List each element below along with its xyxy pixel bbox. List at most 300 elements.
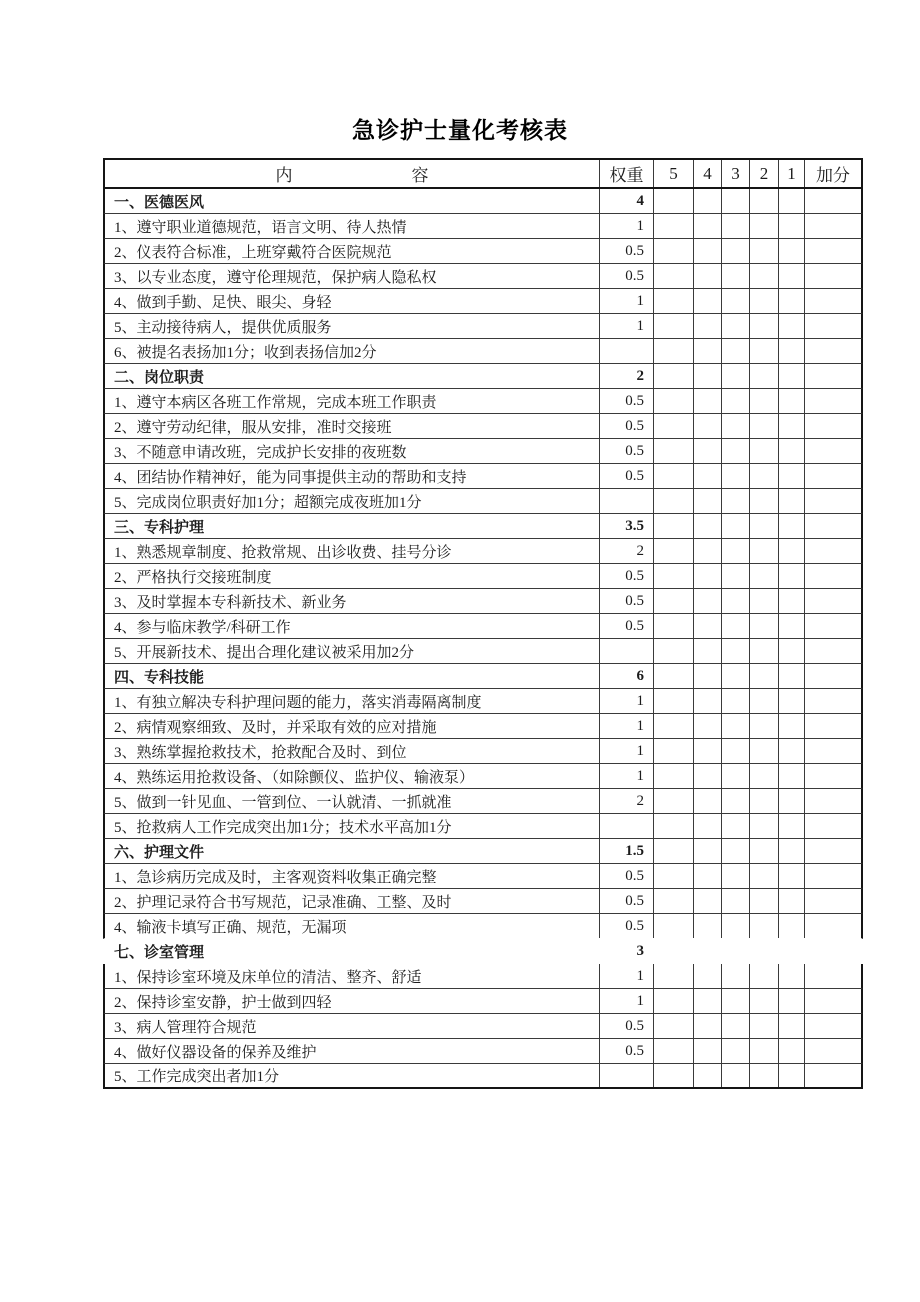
score-cell [722, 464, 750, 488]
score-cell [779, 714, 805, 738]
row-label: 三、专科护理 [105, 514, 600, 538]
bonus-cell [805, 314, 861, 338]
score-cell [750, 1039, 779, 1063]
score-cell [750, 339, 779, 363]
bonus-cell [805, 239, 861, 263]
score-cell [722, 1039, 750, 1063]
score-cell [694, 1014, 722, 1038]
score-cell [750, 414, 779, 438]
row-label: 2、病情观察细致、及时，并采取有效的应对措施 [105, 714, 600, 738]
score-cell [654, 964, 694, 988]
table-row [103, 689, 863, 714]
bonus-cell [805, 1014, 861, 1038]
score-cell [654, 614, 694, 638]
bonus-cell [805, 964, 861, 988]
score-cell [750, 989, 779, 1013]
table-row [103, 764, 863, 789]
score-cell [750, 1014, 779, 1038]
score-cell [654, 1014, 694, 1038]
row-weight: 1 [600, 764, 654, 788]
score-cell [750, 789, 779, 813]
score-cell [694, 914, 722, 938]
row-weight: 1 [600, 289, 654, 313]
score-cell [654, 989, 694, 1013]
score-cell [750, 189, 779, 213]
score-cell [654, 889, 694, 913]
row-weight: 3.5 [600, 514, 654, 538]
score-cell [694, 839, 722, 863]
table-row [103, 939, 863, 964]
score-cell [654, 314, 694, 338]
row-label: 二、岗位职责 [105, 364, 600, 388]
score-cell [722, 914, 750, 938]
score-cell [779, 1064, 805, 1087]
table-row [103, 339, 863, 364]
score-cell [722, 514, 750, 538]
score-cell [654, 439, 694, 463]
row-weight: 4 [600, 189, 654, 213]
score-cell [694, 864, 722, 888]
header-content-cell: 内 容 [105, 160, 600, 187]
score-cell [654, 664, 694, 688]
score-cell [694, 814, 722, 838]
score-cell [694, 964, 722, 988]
table-row [103, 414, 863, 439]
score-cell [750, 364, 779, 388]
score-cell [750, 264, 779, 288]
score-cell [722, 589, 750, 613]
score-cell [694, 939, 722, 963]
row-label: 1、遵守职业道德规范，语言文明、待人热情 [105, 214, 600, 238]
table-row [103, 589, 863, 614]
table-row [103, 1064, 863, 1089]
score-cell [779, 739, 805, 763]
score-cell [750, 889, 779, 913]
score-cell [654, 814, 694, 838]
page-title: 急诊护士量化考核表 [352, 117, 568, 143]
score-cell [694, 414, 722, 438]
score-cell [654, 689, 694, 713]
table-row [103, 964, 863, 989]
score-cell [779, 464, 805, 488]
bonus-cell [805, 764, 861, 788]
score-cell [722, 739, 750, 763]
score-cell [779, 289, 805, 313]
row-weight: 1 [600, 989, 654, 1013]
score-cell [694, 1039, 722, 1063]
score-cell [779, 364, 805, 388]
score-cell [750, 1064, 779, 1087]
bonus-cell [805, 339, 861, 363]
table-row [103, 464, 863, 489]
score-cell [694, 189, 722, 213]
row-label: 3、以专业态度，遵守伦理规范，保护病人隐私权 [105, 264, 600, 288]
table-row [103, 889, 863, 914]
row-label: 2、遵守劳动纪律，服从安排，准时交接班 [105, 414, 600, 438]
table-row [103, 214, 863, 239]
score-cell [722, 1014, 750, 1038]
row-weight: 2 [600, 789, 654, 813]
score-cell [722, 564, 750, 588]
row-label: 4、做好仪器设备的保养及维护 [105, 1039, 600, 1063]
row-weight: 6 [600, 664, 654, 688]
bonus-cell [805, 214, 861, 238]
score-cell [779, 614, 805, 638]
score-cell [654, 564, 694, 588]
score-cell [722, 864, 750, 888]
score-cell [750, 314, 779, 338]
score-cell [694, 289, 722, 313]
score-cell [722, 214, 750, 238]
score-cell [779, 1014, 805, 1038]
table-row [103, 914, 863, 939]
score-cell [779, 914, 805, 938]
row-weight: 1 [600, 739, 654, 763]
row-label: 5、抢救病人工作完成突出加1分；技术水平高加1分 [105, 814, 600, 838]
row-weight: 1.5 [600, 839, 654, 863]
score-cell [694, 739, 722, 763]
score-cell [779, 814, 805, 838]
score-cell [694, 514, 722, 538]
bonus-cell [805, 1064, 861, 1087]
score-cell [750, 714, 779, 738]
row-label: 1、遵守本病区各班工作常规，完成本班工作职责 [105, 389, 600, 413]
score-cell [694, 689, 722, 713]
bonus-cell [805, 789, 861, 813]
table-row [103, 639, 863, 664]
score-cell [779, 764, 805, 788]
row-weight: 0.5 [600, 464, 654, 488]
score-cell [779, 389, 805, 413]
bonus-cell [805, 389, 861, 413]
score-cell [694, 564, 722, 588]
row-label: 6、被提名表扬加1分；收到表扬信加2分 [105, 339, 600, 363]
score-cell [694, 664, 722, 688]
score-cell [722, 364, 750, 388]
row-weight: 0.5 [600, 589, 654, 613]
score-cell [654, 514, 694, 538]
score-cell [654, 914, 694, 938]
score-cell [722, 389, 750, 413]
score-cell [654, 764, 694, 788]
score-cell [750, 664, 779, 688]
bonus-cell [805, 514, 861, 538]
score-cell [779, 939, 805, 963]
score-cell [654, 1064, 694, 1087]
row-weight: 1 [600, 314, 654, 338]
header-score-cell-1: 1 [779, 160, 805, 187]
table-row [103, 614, 863, 639]
score-cell [654, 1039, 694, 1063]
score-cell [694, 314, 722, 338]
row-weight: 1 [600, 964, 654, 988]
bonus-cell [805, 364, 861, 388]
score-cell [722, 689, 750, 713]
bonus-cell [805, 289, 861, 313]
bonus-cell [805, 489, 861, 513]
score-cell [722, 714, 750, 738]
bonus-cell [805, 689, 861, 713]
row-label: 3、病人管理符合规范 [105, 1014, 600, 1038]
header-score-cell-4: 4 [694, 160, 722, 187]
table-row [103, 664, 863, 689]
score-cell [654, 939, 694, 963]
score-cell [654, 839, 694, 863]
score-cell [722, 339, 750, 363]
row-weight: 0.5 [600, 264, 654, 288]
header-score-cell-2: 2 [750, 160, 779, 187]
score-cell [750, 864, 779, 888]
row-label: 4、参与临床教学/科研工作 [105, 614, 600, 638]
score-cell [654, 239, 694, 263]
bonus-cell [805, 589, 861, 613]
table-row [103, 264, 863, 289]
row-label: 1、急诊病历完成及时，主客观资料收集正确完整 [105, 864, 600, 888]
score-cell [779, 539, 805, 563]
score-cell [654, 489, 694, 513]
row-weight: 1 [600, 689, 654, 713]
bonus-cell [805, 914, 861, 938]
score-cell [779, 264, 805, 288]
bonus-cell [805, 839, 861, 863]
score-cell [694, 789, 722, 813]
score-cell [654, 464, 694, 488]
score-cell [654, 364, 694, 388]
table-row [103, 539, 863, 564]
row-weight [600, 1064, 654, 1087]
score-cell [694, 364, 722, 388]
score-cell [779, 189, 805, 213]
score-cell [750, 739, 779, 763]
score-cell [654, 714, 694, 738]
row-weight: 0.5 [600, 239, 654, 263]
score-cell [694, 714, 722, 738]
table-row [103, 739, 863, 764]
bonus-cell [805, 1039, 861, 1063]
score-cell [722, 989, 750, 1013]
table-row [103, 814, 863, 839]
table-row [103, 489, 863, 514]
score-cell [694, 639, 722, 663]
table-row [103, 864, 863, 889]
score-cell [779, 1039, 805, 1063]
score-cell [722, 839, 750, 863]
row-label: 一、医德医风 [105, 189, 600, 213]
bonus-cell [805, 814, 861, 838]
score-cell [779, 639, 805, 663]
row-weight: 0.5 [600, 389, 654, 413]
score-cell [654, 539, 694, 563]
row-label: 3、不随意申请改班，完成护长安排的夜班数 [105, 439, 600, 463]
score-cell [694, 239, 722, 263]
bonus-cell [805, 439, 861, 463]
score-cell [694, 389, 722, 413]
score-cell [750, 589, 779, 613]
bonus-cell [805, 539, 861, 563]
bonus-cell [805, 564, 861, 588]
score-cell [722, 289, 750, 313]
score-cell [722, 814, 750, 838]
row-weight: 0.5 [600, 1039, 654, 1063]
score-cell [722, 264, 750, 288]
score-cell [750, 489, 779, 513]
score-cell [750, 389, 779, 413]
score-cell [779, 789, 805, 813]
score-cell [779, 439, 805, 463]
table-row [103, 364, 863, 389]
bonus-cell [805, 864, 861, 888]
bonus-cell [805, 264, 861, 288]
row-weight: 1 [600, 214, 654, 238]
score-cell [654, 739, 694, 763]
row-weight: 0.5 [600, 414, 654, 438]
score-cell [779, 514, 805, 538]
bonus-cell [805, 739, 861, 763]
score-cell [722, 1064, 750, 1087]
score-cell [779, 689, 805, 713]
bonus-cell [805, 714, 861, 738]
bonus-cell [805, 464, 861, 488]
score-cell [750, 564, 779, 588]
score-cell [694, 439, 722, 463]
score-cell [750, 764, 779, 788]
table-row [103, 564, 863, 589]
bonus-cell [805, 889, 861, 913]
row-weight [600, 639, 654, 663]
row-weight: 1 [600, 714, 654, 738]
score-cell [750, 639, 779, 663]
table-row [103, 989, 863, 1014]
score-cell [654, 639, 694, 663]
row-label: 1、熟悉规章制度、抢救常规、出诊收费、挂号分诊 [105, 539, 600, 563]
row-weight: 0.5 [600, 914, 654, 938]
row-label: 2、仪表符合标准，上班穿戴符合医院规范 [105, 239, 600, 263]
score-cell [779, 864, 805, 888]
score-cell [750, 214, 779, 238]
row-label: 3、及时掌握本专科新技术、新业务 [105, 589, 600, 613]
score-cell [722, 664, 750, 688]
score-cell [779, 414, 805, 438]
row-label: 4、熟练运用抢救设备、（如除颤仪、监护仪、输液泵） [105, 764, 600, 788]
score-cell [779, 889, 805, 913]
assessment-table [103, 158, 863, 1089]
score-cell [722, 889, 750, 913]
bonus-cell [805, 664, 861, 688]
score-cell [694, 264, 722, 288]
score-cell [722, 639, 750, 663]
row-weight [600, 489, 654, 513]
score-cell [654, 589, 694, 613]
score-cell [779, 564, 805, 588]
score-cell [722, 489, 750, 513]
score-cell [722, 939, 750, 963]
header-bonus-cell: 加分 [816, 166, 850, 185]
score-cell [750, 914, 779, 938]
bonus-cell [805, 939, 861, 963]
row-label: 3、熟练掌握抢救技术，抢救配合及时、到位 [105, 739, 600, 763]
row-label: 四、专科技能 [105, 664, 600, 688]
header-score-cell-5: 5 [654, 160, 694, 187]
table-row [103, 514, 863, 539]
score-cell [722, 614, 750, 638]
score-cell [750, 439, 779, 463]
score-cell [654, 414, 694, 438]
score-cell [750, 239, 779, 263]
bonus-cell [805, 989, 861, 1013]
score-cell [750, 464, 779, 488]
row-weight: 2 [600, 364, 654, 388]
row-weight: 0.5 [600, 864, 654, 888]
score-cell [654, 789, 694, 813]
score-cell [779, 839, 805, 863]
score-cell [694, 464, 722, 488]
bonus-cell [805, 614, 861, 638]
row-label: 2、保持诊室安静，护士做到四轻 [105, 989, 600, 1013]
score-cell [694, 214, 722, 238]
table-row [103, 314, 863, 339]
header-score-cell-3: 3 [722, 160, 750, 187]
score-cell [750, 964, 779, 988]
row-label: 4、团结协作精神好，能为同事提供主动的帮助和支持 [105, 464, 600, 488]
row-label: 2、护理记录符合书写规范，记录准确、工整、及时 [105, 889, 600, 913]
row-label: 七、诊室管理 [114, 944, 205, 961]
row-label: 1、有独立解决专科护理问题的能力，落实消毒隔离制度 [105, 689, 600, 713]
score-cell [694, 539, 722, 563]
score-cell [722, 764, 750, 788]
table-row [103, 439, 863, 464]
row-weight [600, 814, 654, 838]
table-row [103, 239, 863, 264]
score-cell [722, 239, 750, 263]
score-cell [694, 589, 722, 613]
table-row [103, 189, 863, 214]
header-weight-cell: 权重 [600, 160, 654, 187]
score-cell [750, 514, 779, 538]
row-label: 5、完成岗位职责好加1分；超额完成夜班加1分 [105, 489, 600, 513]
score-cell [722, 414, 750, 438]
row-label: 4、输液卡填写正确、规范，无漏项 [105, 914, 600, 938]
score-cell [694, 889, 722, 913]
score-cell [722, 539, 750, 563]
score-cell [654, 289, 694, 313]
score-cell [654, 264, 694, 288]
bonus-cell [805, 189, 861, 213]
score-cell [779, 314, 805, 338]
score-cell [750, 814, 779, 838]
row-label: 5、工作完成突出者加1分 [105, 1064, 600, 1087]
score-cell [654, 389, 694, 413]
score-cell [750, 939, 779, 963]
score-cell [694, 764, 722, 788]
table-row [103, 789, 863, 814]
row-weight: 0.5 [600, 439, 654, 463]
score-cell [694, 339, 722, 363]
table-row [103, 839, 863, 864]
score-cell [722, 964, 750, 988]
score-cell [654, 214, 694, 238]
score-cell [722, 189, 750, 213]
score-cell [779, 239, 805, 263]
row-weight: 2 [600, 539, 654, 563]
row-label: 4、做到手勤、足快、眼尖、身轻 [105, 289, 600, 313]
score-cell [654, 339, 694, 363]
table-row [103, 714, 863, 739]
table-header-row [103, 160, 863, 189]
score-cell [750, 539, 779, 563]
score-cell [694, 489, 722, 513]
row-weight: 0.5 [600, 614, 654, 638]
score-cell [694, 614, 722, 638]
